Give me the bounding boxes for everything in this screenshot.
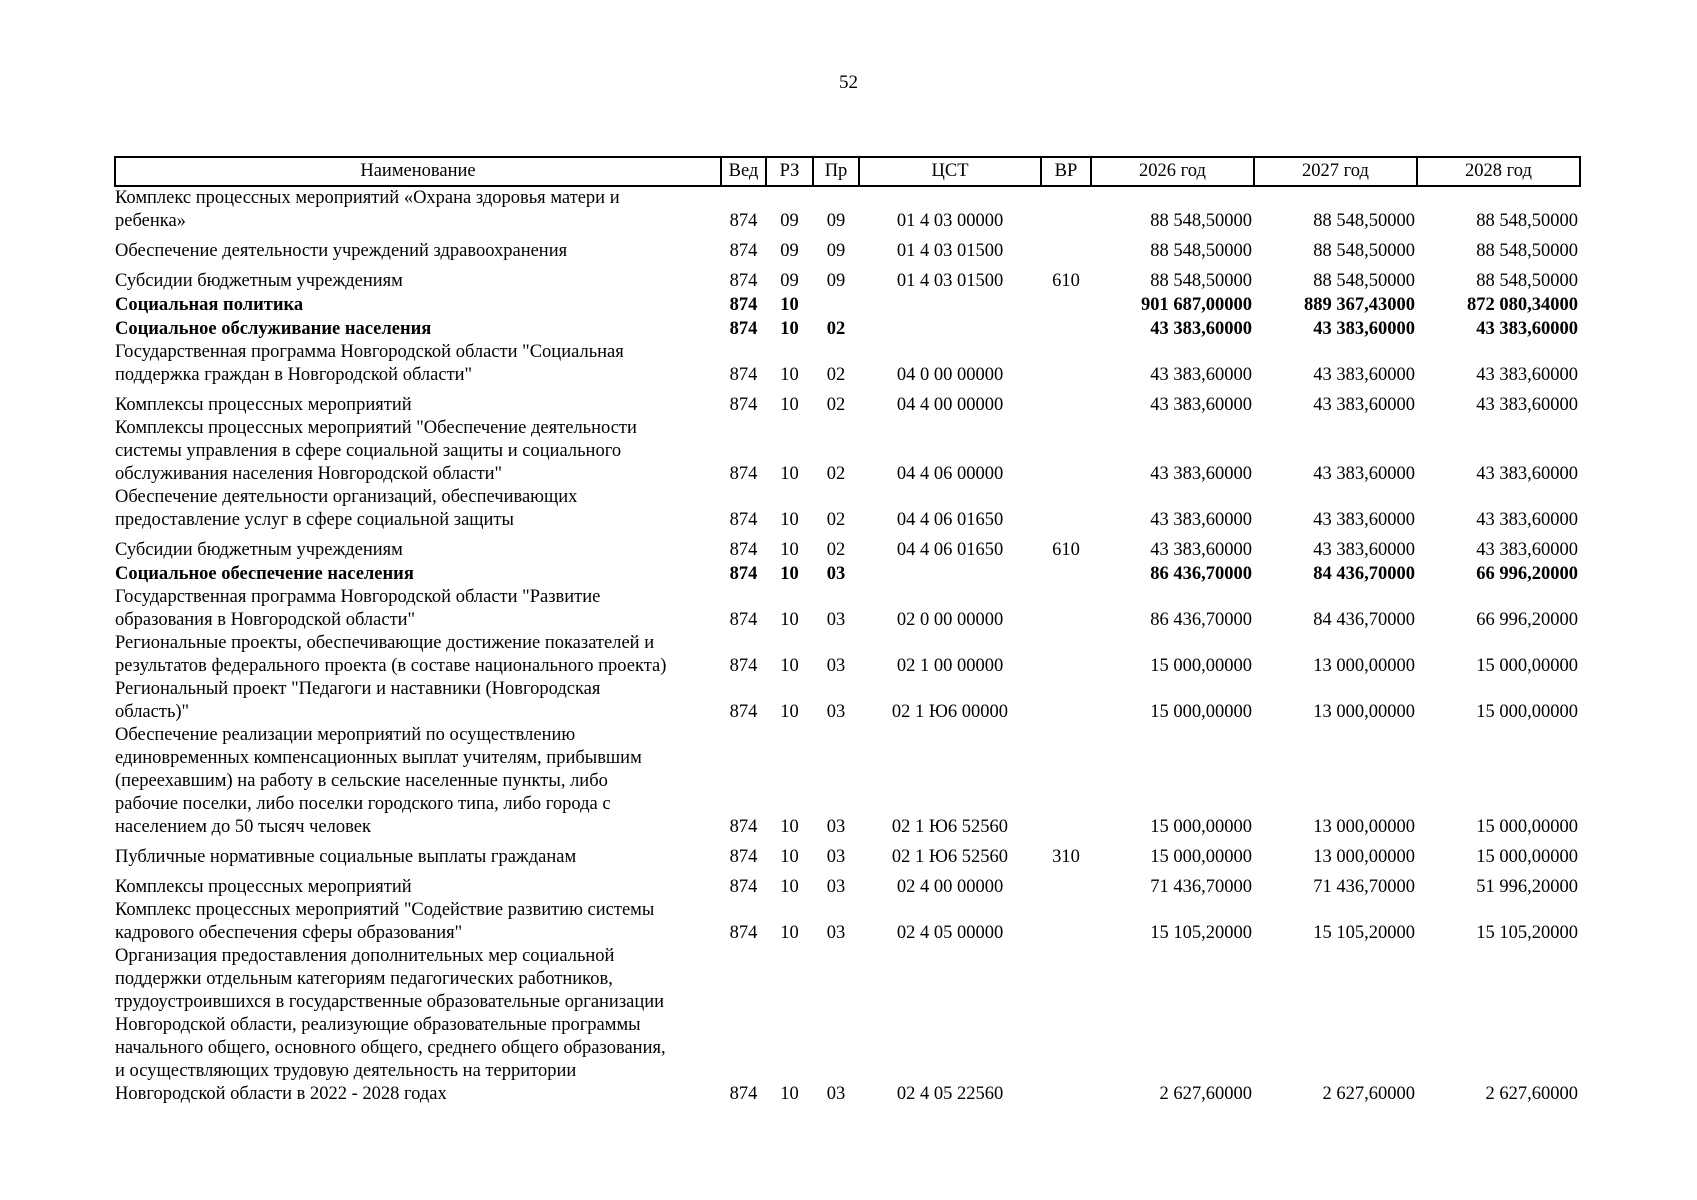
cell-name (115, 186, 721, 233)
cell-name-line: системы управления в сфере социальной защиты и социального (115, 441, 622, 461)
cell-name-line: результатов федерального проекта (в составе национального проекта) (115, 656, 667, 676)
header-cst: ЦСТ (859, 157, 1041, 186)
cell-name-line: Комплексы процессных мероприятий (115, 877, 412, 897)
cell-name (115, 233, 721, 263)
cell-2028: 43 383,60000 (1476, 540, 1578, 560)
cell-pr (813, 293, 859, 317)
cell-ved: 874 (729, 923, 758, 943)
cell-name (115, 632, 721, 678)
cell-name-line: трудоустроившихся в государственные образовательные организации (115, 992, 665, 1012)
cell-pr: 09 (826, 271, 846, 291)
cell-vr (1041, 486, 1091, 532)
cell-2027: 13 000,00000 (1313, 656, 1415, 676)
cell-name (115, 586, 721, 632)
cell-vr (1041, 293, 1091, 317)
cell-2028: 15 000,00000 (1476, 817, 1578, 837)
cell-name-line: населением до 50 тысяч человек (115, 817, 371, 837)
cell-2027: 88 548,50000 (1313, 271, 1415, 291)
header-2028: 2028 год (1417, 157, 1580, 186)
cell-pr: 02 (826, 464, 846, 484)
cell-cst (859, 293, 1041, 317)
cell-name-line: Комплекс процессных мероприятий "Содействие развитию системы (115, 900, 655, 920)
cell-2026: 15 105,20000 (1150, 923, 1252, 943)
header-name: Наименование (115, 157, 721, 186)
table-row (115, 263, 1580, 293)
cell-name-line: и осуществляющих трудовую деятельность на территории (115, 1061, 577, 1081)
cell-pr: 03 (826, 656, 846, 676)
cell-2028: 43 383,60000 (1476, 395, 1578, 415)
cell-vr (1041, 945, 1091, 1106)
cell-2028: 15 000,00000 (1476, 656, 1578, 676)
cell-cst: 02 1 Ю6 52560 (891, 847, 1009, 867)
cell-2026: 2 627,60000 (1159, 1084, 1252, 1104)
cell-cst: 01 4 03 01500 (896, 241, 1004, 261)
cell-2026: 43 383,60000 (1150, 395, 1252, 415)
cell-name (115, 945, 721, 1106)
cell-name (115, 562, 721, 586)
cell-vr (1041, 678, 1091, 724)
cell-name-line: Обеспечение деятельности организаций, обеспечивающих (115, 487, 578, 507)
cell-2027: 15 105,20000 (1313, 923, 1415, 943)
header-rz: РЗ (766, 157, 813, 186)
cell-2027: 43 383,60000 (1313, 395, 1415, 415)
cell-name-line: Новгородской области, реализующие образовательные программы (115, 1015, 641, 1035)
cell-name (115, 724, 721, 839)
cell-rz: 10 (780, 365, 799, 385)
cell-pr: 03 (826, 923, 846, 943)
budget-table (114, 156, 1581, 1106)
cell-ved: 874 (729, 817, 758, 837)
cell-pr: 03 (826, 877, 846, 897)
cell-name (115, 486, 721, 532)
cell-ved: 874 (729, 319, 758, 339)
cell-name (115, 899, 721, 945)
cell-rz: 10 (780, 464, 799, 484)
cell-2028: 66 996,20000 (1476, 610, 1578, 630)
cell-ved: 874 (729, 365, 758, 385)
cell-2026: 43 383,60000 (1150, 510, 1252, 530)
cell-name (115, 387, 721, 417)
cell-2027: 43 383,60000 (1313, 510, 1415, 530)
cell-vr: 610 (1052, 271, 1080, 291)
cell-2028: 15 105,20000 (1476, 923, 1578, 943)
cell-name-line: Комплекс процессных мероприятий «Охрана здоровья матери и (115, 188, 620, 208)
cell-name (115, 293, 721, 317)
cell-ved: 874 (729, 241, 758, 261)
cell-rz: 10 (780, 610, 799, 630)
cell-ved: 874 (729, 540, 758, 560)
cell-cst: 02 1 Ю6 00000 (891, 702, 1009, 722)
cell-name-line: Публичные нормативные социальные выплаты гражданам (115, 847, 577, 867)
cell-name-line: Субсидии бюджетным учреждениям (115, 271, 403, 291)
cell-2026: 86 436,70000 (1150, 564, 1252, 584)
cell-vr (1041, 724, 1091, 839)
cell-name-line: образования в Новгородской области" (115, 610, 416, 630)
table-body (115, 186, 1580, 1106)
cell-2027: 43 383,60000 (1313, 464, 1415, 484)
cell-ved: 874 (729, 1084, 758, 1104)
table-row (115, 869, 1580, 899)
cell-vr (1041, 562, 1091, 586)
header-2026: 2026 год (1091, 157, 1254, 186)
cell-pr: 03 (826, 1084, 846, 1104)
cell-2026: 15 000,00000 (1150, 847, 1252, 867)
table-row (115, 341, 1580, 387)
cell-2026: 71 436,70000 (1150, 877, 1252, 897)
cell-2028: 51 996,20000 (1476, 877, 1578, 897)
cell-vr (1041, 632, 1091, 678)
cell-name-line: обслуживания населения Новгородской области" (115, 464, 503, 484)
cell-vr: 610 (1052, 540, 1080, 560)
cell-2028: 2 627,60000 (1485, 1084, 1578, 1104)
table-row (115, 724, 1580, 839)
cell-2026: 901 687,00000 (1141, 295, 1252, 315)
cell-ved: 874 (729, 877, 758, 897)
cell-name-line: Обеспечение деятельности учреждений здравоохранения (115, 241, 568, 261)
cell-rz: 10 (780, 510, 799, 530)
cell-ved: 874 (729, 656, 758, 676)
cell-ved: 874 (729, 464, 758, 484)
cell-cst: 02 1 00 00000 (896, 656, 1004, 676)
cell-pr: 09 (826, 241, 846, 261)
cell-2028: 43 383,60000 (1476, 319, 1578, 339)
cell-name-line: Государственная программа Новгородской области "Социальная (115, 342, 624, 362)
cell-pr: 02 (826, 365, 846, 385)
cell-vr (1041, 186, 1091, 233)
cell-name-line: Государственная программа Новгородской области "Развитие (115, 587, 601, 607)
cell-name (115, 839, 721, 869)
cell-2027: 84 436,70000 (1313, 564, 1415, 584)
cell-rz: 10 (780, 817, 799, 837)
cell-name-line: Региональный проект "Педагоги и наставники (Новгородская (115, 679, 601, 699)
cell-rz: 10 (780, 395, 799, 415)
cell-2027: 13 000,00000 (1313, 847, 1415, 867)
cell-cst: 04 4 06 01650 (896, 510, 1004, 530)
cell-cst: 01 4 03 01500 (896, 271, 1004, 291)
cell-name-line: Социальное обслуживание населения (115, 319, 432, 339)
cell-rz: 09 (780, 211, 799, 231)
cell-name-line: Региональные проекты, обеспечивающие достижение показателей и (115, 633, 655, 653)
cell-rz: 10 (780, 319, 799, 339)
cell-pr: 09 (826, 211, 846, 231)
cell-rz: 10 (780, 540, 799, 560)
cell-2027: 889 367,43000 (1304, 295, 1415, 315)
table-row (115, 945, 1580, 1106)
table-row (115, 678, 1580, 724)
cell-ved: 874 (729, 702, 758, 722)
cell-2026: 43 383,60000 (1150, 540, 1252, 560)
cell-name-line: предоставление услуг в сфере социальной защиты (115, 510, 514, 530)
cell-cst (859, 317, 1041, 341)
table-row (115, 839, 1580, 869)
cell-rz: 09 (780, 241, 799, 261)
table-row (115, 293, 1580, 317)
cell-rz: 10 (780, 656, 799, 676)
table-row (115, 387, 1580, 417)
header-2027: 2027 год (1254, 157, 1417, 186)
cell-name-line: кадрового обеспечения сферы образования" (115, 923, 463, 943)
cell-cst: 04 4 06 00000 (896, 464, 1004, 484)
cell-name-line: Комплексы процессных мероприятий "Обеспечение деятельности (115, 418, 637, 438)
table-row (115, 532, 1580, 562)
cell-2028: 88 548,50000 (1476, 211, 1578, 231)
cell-2027: 71 436,70000 (1313, 877, 1415, 897)
cell-name-line: Социальное обеспечение населения (115, 564, 414, 584)
cell-name-line: Комплексы процессных мероприятий (115, 395, 412, 415)
cell-name-line: область)" (115, 702, 190, 722)
cell-pr: 03 (826, 702, 846, 722)
cell-name (115, 341, 721, 387)
cell-vr (1041, 869, 1091, 899)
table-row (115, 233, 1580, 263)
table-row (115, 586, 1580, 632)
cell-name-line: начального общего, основного общего, среднего общего образования, (115, 1038, 666, 1058)
cell-2026: 88 548,50000 (1150, 211, 1252, 231)
cell-2026: 15 000,00000 (1150, 656, 1252, 676)
cell-pr: 03 (826, 847, 846, 867)
cell-2026: 15 000,00000 (1150, 817, 1252, 837)
cell-pr: 02 (826, 510, 846, 530)
cell-ved: 874 (729, 211, 758, 231)
cell-2028: 66 996,20000 (1476, 564, 1578, 584)
cell-vr (1041, 899, 1091, 945)
cell-2027: 43 383,60000 (1313, 540, 1415, 560)
cell-pr: 02 (826, 395, 846, 415)
cell-cst (859, 562, 1041, 586)
cell-pr: 02 (826, 540, 846, 560)
cell-pr: 03 (826, 564, 846, 584)
cell-rz: 10 (780, 923, 799, 943)
cell-name-line: ребенка» (115, 211, 186, 231)
cell-pr: 02 (826, 319, 846, 339)
cell-2026: 43 383,60000 (1150, 365, 1252, 385)
cell-rz: 09 (780, 271, 799, 291)
cell-2028: 43 383,60000 (1476, 365, 1578, 385)
cell-name (115, 317, 721, 341)
cell-vr (1041, 417, 1091, 486)
cell-name-line: Обеспечение реализации мероприятий по осуществлению (115, 725, 576, 745)
cell-name-line: единовременных компенсационных выплат учителям, прибывшим (115, 748, 642, 768)
cell-2028: 43 383,60000 (1476, 510, 1578, 530)
cell-name (115, 869, 721, 899)
header-pr: Пр (813, 157, 859, 186)
cell-ved: 874 (729, 271, 758, 291)
cell-cst: 01 4 03 00000 (896, 211, 1004, 231)
cell-2028: 15 000,00000 (1476, 702, 1578, 722)
cell-cst: 02 0 00 00000 (896, 610, 1004, 630)
cell-2027: 88 548,50000 (1313, 241, 1415, 261)
cell-vr (1041, 586, 1091, 632)
cell-name-line: Новгородской области в 2022 - 2028 годах (115, 1084, 447, 1104)
header-ved: Вед (721, 157, 766, 186)
cell-pr: 03 (826, 610, 846, 630)
cell-vr (1041, 341, 1091, 387)
cell-2026: 15 000,00000 (1150, 702, 1252, 722)
table-row (115, 317, 1580, 341)
cell-2026: 86 436,70000 (1150, 610, 1252, 630)
cell-ved: 874 (729, 510, 758, 530)
cell-name (115, 263, 721, 293)
cell-2027: 2 627,60000 (1322, 1084, 1415, 1104)
cell-ved: 874 (729, 564, 758, 584)
cell-2026: 43 383,60000 (1150, 464, 1252, 484)
cell-name-line: Организация предоставления дополнительных мер социальной (115, 946, 615, 966)
cell-cst: 02 4 00 00000 (896, 877, 1004, 897)
cell-vr (1041, 233, 1091, 263)
cell-ved: 874 (729, 295, 758, 315)
cell-2028: 88 548,50000 (1476, 271, 1578, 291)
cell-name-line: рабочие поселки, либо поселки городского типа, либо города с (115, 794, 611, 814)
cell-2026: 88 548,50000 (1150, 271, 1252, 291)
cell-vr: 310 (1052, 847, 1080, 867)
cell-cst: 04 4 06 01650 (896, 540, 1004, 560)
cell-name-line: поддержка граждан в Новгородской области" (115, 365, 473, 385)
cell-cst: 02 4 05 22560 (896, 1084, 1004, 1104)
cell-name-line: (переехавшим) на работу в сельские населенные пункты, либо (115, 771, 608, 791)
cell-2026: 88 548,50000 (1150, 241, 1252, 261)
header-vr: ВР (1041, 157, 1091, 186)
cell-name-line: Социальная политика (115, 295, 304, 315)
cell-2028: 88 548,50000 (1476, 241, 1578, 261)
cell-cst: 04 4 00 00000 (896, 395, 1004, 415)
cell-name (115, 678, 721, 724)
cell-rz: 10 (780, 847, 799, 867)
cell-cst: 02 1 Ю6 52560 (891, 817, 1009, 837)
cell-ved: 874 (729, 610, 758, 630)
cell-2028: 15 000,00000 (1476, 847, 1578, 867)
table-row (115, 417, 1580, 486)
cell-rz: 10 (780, 564, 799, 584)
table-header-row (115, 157, 1580, 186)
cell-ved: 874 (729, 395, 758, 415)
cell-ved: 874 (729, 847, 758, 867)
table-row (115, 186, 1580, 233)
cell-name (115, 417, 721, 486)
cell-rz: 10 (780, 702, 799, 722)
cell-pr: 03 (826, 817, 846, 837)
cell-2027: 43 383,60000 (1313, 365, 1415, 385)
table-row (115, 899, 1580, 945)
cell-name-line: Субсидии бюджетным учреждениям (115, 540, 403, 560)
cell-2027: 88 548,50000 (1313, 211, 1415, 231)
table-row (115, 562, 1580, 586)
cell-2027: 43 383,60000 (1313, 319, 1415, 339)
cell-2026: 43 383,60000 (1150, 319, 1252, 339)
table-row (115, 486, 1580, 532)
cell-name-line: поддержки отдельным категориям педагогических работников, (115, 969, 613, 989)
cell-2028: 872 080,34000 (1467, 295, 1578, 315)
cell-rz: 10 (780, 877, 799, 897)
cell-cst: 02 4 05 00000 (896, 923, 1004, 943)
cell-cst: 04 0 00 00000 (896, 365, 1004, 385)
cell-rz: 10 (780, 1084, 799, 1104)
cell-name (115, 532, 721, 562)
cell-vr (1041, 317, 1091, 341)
cell-2027: 84 436,70000 (1313, 610, 1415, 630)
table-row (115, 632, 1580, 678)
cell-vr (1041, 387, 1091, 417)
cell-2027: 13 000,00000 (1313, 702, 1415, 722)
cell-2027: 13 000,00000 (1313, 817, 1415, 837)
cell-rz: 10 (780, 295, 799, 315)
page-number: 52 (839, 72, 858, 93)
cell-2028: 43 383,60000 (1476, 464, 1578, 484)
